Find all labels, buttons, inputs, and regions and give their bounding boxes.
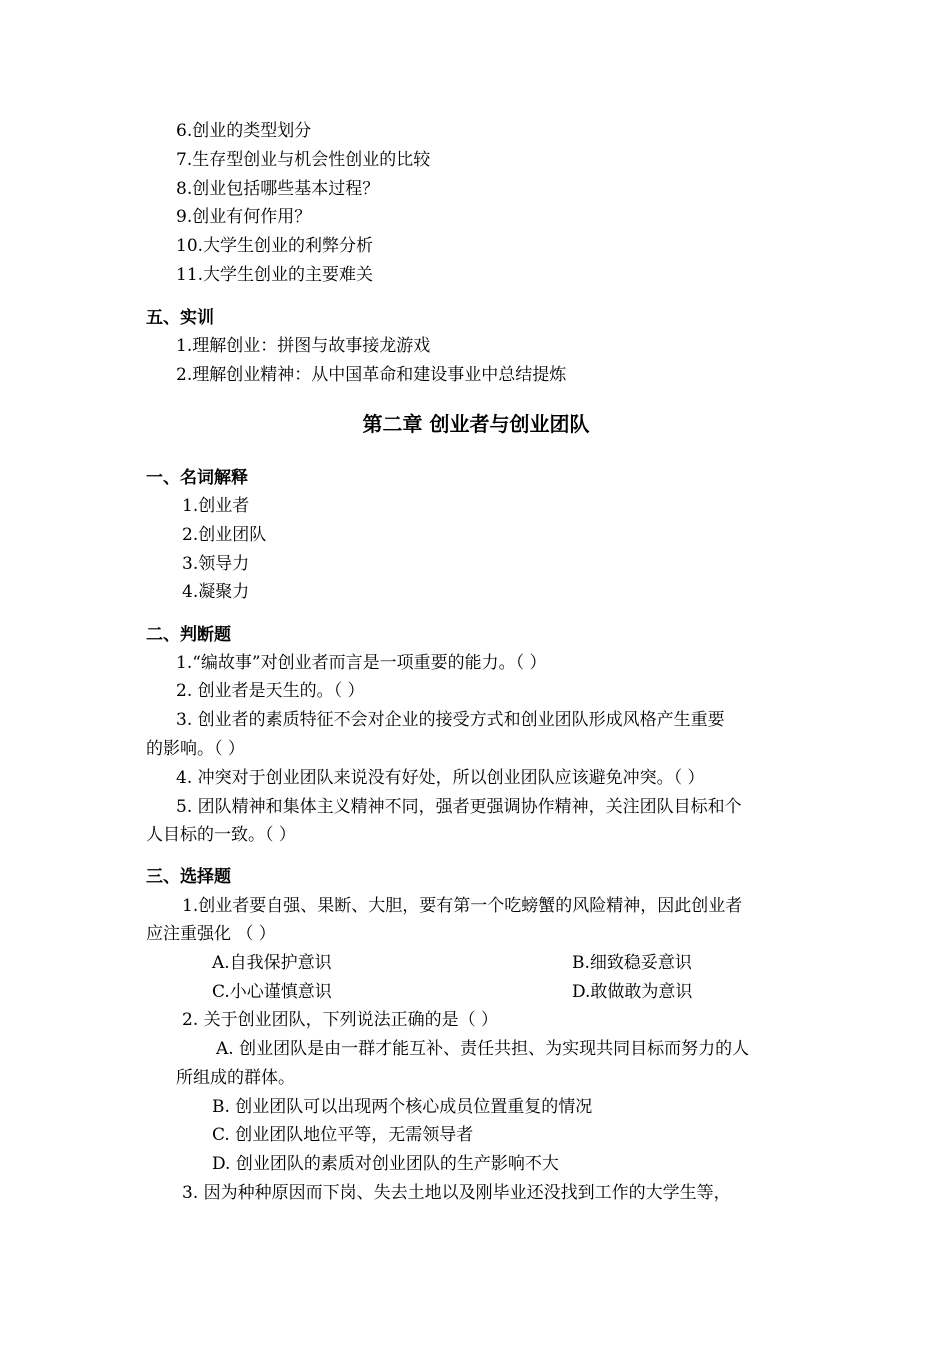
review-item: 6.创业的类型划分 [176,121,312,141]
choice-option: D. 创业团队的素质对创业团队的生产影响不大 [212,1154,559,1174]
review-item: 11.大学生创业的主要难关 [176,265,374,285]
judgement-line: 2. 创业者是天生的。（ ） [176,681,365,701]
term-item: 4.凝聚力 [182,582,250,602]
term-item: 3.领导力 [182,554,250,574]
judgement-line: 1.“编故事”对创业者而言是一项重要的能力。（ ） [176,653,547,673]
choice-option: D.敢做敢为意识 [572,982,693,1002]
section-heading-choice: 三、选择题 [146,867,231,887]
choice-q1-line: 1.创业者要自强、果断、大胆，要有第一个吃螃蟹的风险精神，因此创业者 [182,896,743,916]
choice-option: C. 创业团队地位平等，无需领导者 [212,1125,474,1145]
judgement-line: 3. 创业者的素质特征不会对企业的接受方式和创业团队形成风格产生重要 [176,710,725,730]
choice-q2-stem: 2. 关于创业团队，下列说法正确的是（ ） [182,1010,499,1030]
practice-item: 2.理解创业精神：从中国革命和建设事业中总结提炼 [176,365,567,385]
choice-q3-line: 3. 因为种种原因而下岗、失去土地以及刚毕业还没找到工作的大学生等， [182,1183,731,1203]
choice-q1-line: 应注重强化 （ ） [146,924,276,944]
review-item: 9.创业有何作用？ [176,207,312,227]
review-item: 7.生存型创业与机会性创业的比较 [176,150,431,170]
section-heading-judgement: 二、判断题 [146,625,231,645]
term-item: 2.创业团队 [182,525,267,545]
choice-option: B. 创业团队可以出现两个核心成员位置重复的情况 [212,1097,593,1117]
section-heading-practice: 五、实训 [146,308,214,328]
choice-option: C.小心谨慎意识 [212,982,332,1002]
section-heading-terms: 一、名词解释 [146,468,248,488]
judgement-line: 4. 冲突对于创业团队来说没有好处，所以创业团队应该避免冲突。（ ） [176,768,705,788]
review-item: 10.大学生创业的利弊分析 [176,236,374,256]
review-item: 8.创业包括哪些基本过程？ [176,179,380,199]
choice-option: B.细致稳妥意识 [572,953,692,973]
choice-option: A.自我保护意识 [212,953,332,973]
choice-option: A. 创业团队是由一群才能互补、责任共担、为实现共同目标而努力的人 [216,1039,750,1059]
practice-item: 1.理解创业：拼图与故事接龙游戏 [176,336,431,356]
judgement-line: 人目标的一致。（ ） [146,825,296,845]
term-item: 1.创业者 [182,496,250,516]
judgement-line: 5. 团队精神和集体主义精神不同，强者更强调协作精神，关注团队目标和个 [176,797,742,817]
chapter-title: 第二章 创业者与创业团队 [362,412,590,436]
judgement-line: 的影响。（ ） [146,739,245,759]
choice-option: 所组成的群体。 [176,1068,295,1088]
